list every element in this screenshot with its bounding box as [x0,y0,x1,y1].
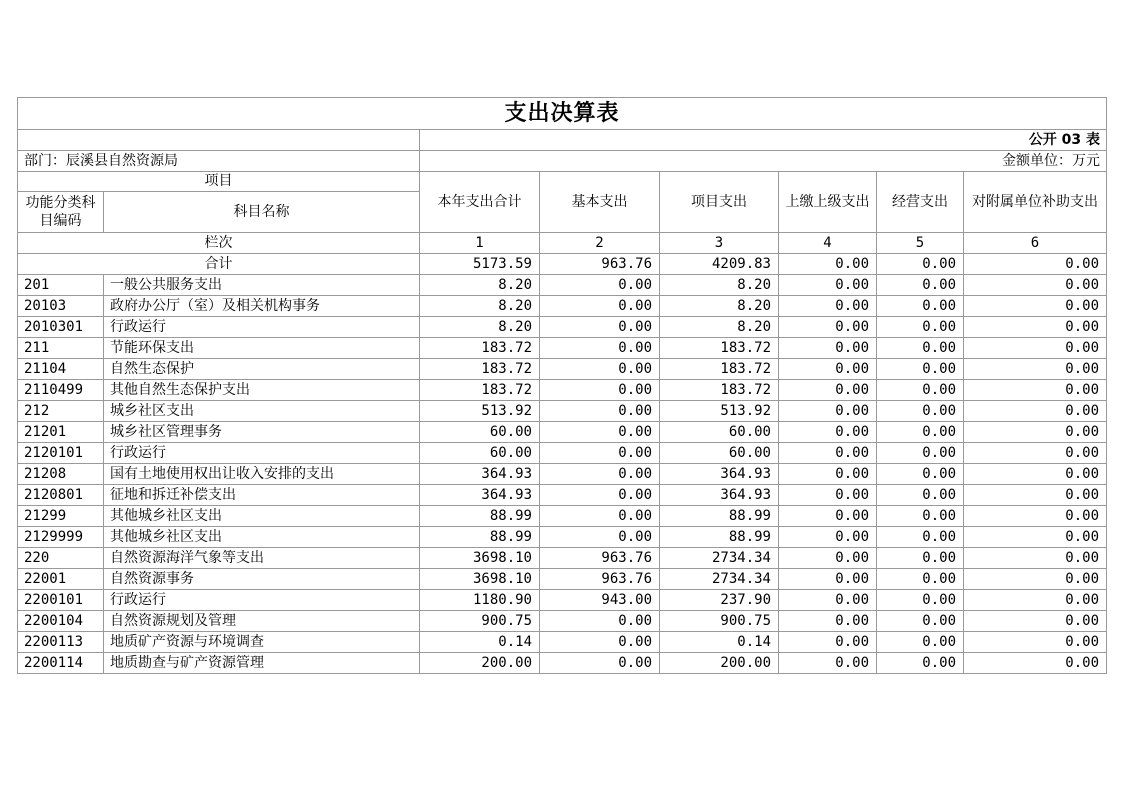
department-label: 部门：辰溪县自然资源局 [18,151,420,172]
header-subsidy: 对附属单位补助支出 [964,172,1107,233]
amount-cell: 3698.10 [420,569,540,590]
amount-cell: 1180.90 [420,590,540,611]
amount-cell: 963.76 [540,569,660,590]
amount-cell: 0.00 [540,296,660,317]
header-item: 项目 [18,172,420,192]
amount-cell: 0.00 [964,422,1107,443]
amount-cell: 0.00 [964,359,1107,380]
amount-cell: 2734.34 [660,548,779,569]
subject-name: 政府办公厅（室）及相关机构事务 [104,296,420,317]
amount-cell: 88.99 [660,527,779,548]
sum-value: 0.00 [877,254,964,275]
subject-code: 2110499 [18,380,104,401]
form-number: 公开 03 表 [420,130,1107,151]
subject-code: 2200104 [18,611,104,632]
amount-cell: 0.00 [540,443,660,464]
amount-cell: 0.00 [540,653,660,674]
table-row [18,506,1107,527]
amount-cell: 183.72 [420,359,540,380]
amount-cell: 963.76 [540,548,660,569]
subject-name: 行政运行 [104,590,420,611]
amount-cell: 0.14 [660,632,779,653]
amount-cell: 0.00 [779,338,877,359]
subject-code: 2120101 [18,443,104,464]
amount-cell: 237.90 [660,590,779,611]
subject-name: 其他城乡社区支出 [104,506,420,527]
amount-cell: 0.00 [540,611,660,632]
amount-cell: 0.00 [964,380,1107,401]
amount-cell: 0.00 [540,401,660,422]
report-title: 支出决算表 [18,98,1107,130]
table-row [18,632,1107,653]
amount-cell: 0.00 [964,485,1107,506]
amount-cell: 8.20 [420,317,540,338]
amount-cell: 0.00 [877,317,964,338]
amount-cell: 88.99 [420,527,540,548]
amount-cell: 0.00 [540,422,660,443]
amount-cell: 0.00 [964,527,1107,548]
table-row [18,275,1107,296]
amount-cell: 0.00 [964,653,1107,674]
amount-cell: 0.00 [964,443,1107,464]
amount-cell: 88.99 [660,506,779,527]
subject-code: 201 [18,275,104,296]
amount-cell: 0.00 [877,401,964,422]
amount-cell: 0.00 [779,569,877,590]
column-number: 2 [540,233,660,254]
amount-cell: 364.93 [420,485,540,506]
amount-cell: 0.00 [779,317,877,338]
sum-value: 0.00 [964,254,1107,275]
amount-cell: 0.00 [877,464,964,485]
amount-cell: 0.00 [779,359,877,380]
sum-value: 963.76 [540,254,660,275]
column-number: 3 [660,233,779,254]
subject-name: 自然资源海洋气象等支出 [104,548,420,569]
header-total: 本年支出合计 [420,172,540,233]
subject-code: 2200114 [18,653,104,674]
amount-cell: 0.14 [420,632,540,653]
amount-cell: 0.00 [540,359,660,380]
column-number-label: 栏次 [18,233,420,254]
header-project: 项目支出 [660,172,779,233]
header-business: 经营支出 [877,172,964,233]
amount-cell: 0.00 [540,338,660,359]
amount-cell: 513.92 [420,401,540,422]
amount-cell: 0.00 [964,464,1107,485]
amount-cell: 0.00 [779,548,877,569]
subject-code: 2129999 [18,527,104,548]
subject-code: 2200113 [18,632,104,653]
subject-name: 自然资源事务 [104,569,420,590]
subject-code: 21208 [18,464,104,485]
amount-cell: 3698.10 [420,548,540,569]
amount-cell: 0.00 [964,632,1107,653]
table-row [18,527,1107,548]
amount-cell: 8.20 [420,296,540,317]
sum-value: 4209.83 [660,254,779,275]
amount-cell: 0.00 [779,443,877,464]
amount-cell: 0.00 [540,464,660,485]
amount-cell: 60.00 [420,443,540,464]
subject-code: 21201 [18,422,104,443]
amount-cell: 0.00 [964,317,1107,338]
sum-value: 0.00 [779,254,877,275]
table-row [18,359,1107,380]
column-number: 5 [877,233,964,254]
table-row [18,611,1107,632]
sum-label: 合计 [18,254,420,275]
amount-cell: 0.00 [877,359,964,380]
table-row [18,569,1107,590]
amount-cell: 8.20 [420,275,540,296]
expenditure-report-sheet [17,97,1106,674]
amount-cell: 0.00 [779,611,877,632]
subject-code: 212 [18,401,104,422]
amount-cell: 0.00 [540,485,660,506]
amount-cell: 0.00 [877,548,964,569]
table-row [18,464,1107,485]
amount-cell: 0.00 [779,590,877,611]
subject-name: 地质矿产资源与环境调查 [104,632,420,653]
header-upper: 上缴上级支出 [779,172,877,233]
amount-cell: 0.00 [779,296,877,317]
amount-cell: 8.20 [660,275,779,296]
expenditure-table [17,97,1107,674]
table-row [18,380,1107,401]
amount-cell: 0.00 [877,275,964,296]
amount-cell: 200.00 [660,653,779,674]
amount-cell: 0.00 [779,464,877,485]
subject-name: 国有土地使用权出让收入安排的支出 [104,464,420,485]
amount-cell: 60.00 [660,422,779,443]
column-number: 1 [420,233,540,254]
sum-row [18,254,1107,275]
amount-cell: 60.00 [420,422,540,443]
table-row [18,548,1107,569]
subject-code: 2200101 [18,590,104,611]
header-subject-name: 科目名称 [104,192,420,233]
subject-name: 城乡社区支出 [104,401,420,422]
subject-code: 21299 [18,506,104,527]
amount-cell: 0.00 [877,422,964,443]
subject-name: 一般公共服务支出 [104,275,420,296]
amount-cell: 364.93 [660,464,779,485]
header-func-code: 功能分类科目编码 [18,192,104,233]
amount-cell: 0.00 [877,443,964,464]
amount-cell: 0.00 [540,506,660,527]
subject-name: 其他自然生态保护支出 [104,380,420,401]
amount-cell: 0.00 [877,590,964,611]
subject-code: 220 [18,548,104,569]
table-row [18,653,1107,674]
table-row [18,317,1107,338]
amount-cell: 183.72 [420,380,540,401]
amount-cell: 513.92 [660,401,779,422]
table-row [18,422,1107,443]
amount-cell: 0.00 [877,506,964,527]
amount-cell: 0.00 [779,275,877,296]
subject-name: 自然生态保护 [104,359,420,380]
amount-cell: 0.00 [964,275,1107,296]
subject-name: 行政运行 [104,443,420,464]
header-basic: 基本支出 [540,172,660,233]
amount-cell: 0.00 [779,485,877,506]
amount-cell: 0.00 [964,590,1107,611]
amount-cell: 0.00 [964,611,1107,632]
subject-code: 21104 [18,359,104,380]
subject-name: 地质勘查与矿产资源管理 [104,653,420,674]
amount-cell: 0.00 [964,401,1107,422]
subject-name: 自然资源规划及管理 [104,611,420,632]
amount-cell: 0.00 [779,653,877,674]
subject-code: 20103 [18,296,104,317]
amount-cell: 88.99 [420,506,540,527]
subject-name: 节能环保支出 [104,338,420,359]
amount-cell: 0.00 [779,506,877,527]
amount-cell: 0.00 [964,569,1107,590]
subject-code: 2010301 [18,317,104,338]
blank-cell [18,130,420,151]
amount-cell: 0.00 [779,632,877,653]
subject-code: 2120801 [18,485,104,506]
amount-cell: 200.00 [420,653,540,674]
amount-cell: 0.00 [877,485,964,506]
amount-cell: 60.00 [660,443,779,464]
amount-cell: 8.20 [660,317,779,338]
sum-value: 5173.59 [420,254,540,275]
subject-name: 行政运行 [104,317,420,338]
amount-cell: 364.93 [420,464,540,485]
amount-cell: 900.75 [420,611,540,632]
amount-cell: 0.00 [877,338,964,359]
amount-cell: 0.00 [540,632,660,653]
amount-cell: 0.00 [779,422,877,443]
amount-cell: 0.00 [540,275,660,296]
table-row [18,296,1107,317]
column-number: 4 [779,233,877,254]
amount-cell: 0.00 [779,401,877,422]
subject-name: 城乡社区管理事务 [104,422,420,443]
amount-cell: 2734.34 [660,569,779,590]
amount-cell: 0.00 [964,506,1107,527]
amount-cell: 943.00 [540,590,660,611]
amount-cell: 183.72 [660,380,779,401]
amount-cell: 183.72 [660,359,779,380]
table-row [18,485,1107,506]
amount-cell: 0.00 [877,569,964,590]
subject-name: 其他城乡社区支出 [104,527,420,548]
amount-cell: 0.00 [877,653,964,674]
amount-cell: 0.00 [540,527,660,548]
amount-cell: 8.20 [660,296,779,317]
table-row [18,401,1107,422]
amount-cell: 0.00 [964,296,1107,317]
amount-unit: 金额单位：万元 [420,151,1107,172]
amount-cell: 0.00 [877,632,964,653]
amount-cell: 0.00 [877,527,964,548]
amount-cell: 183.72 [660,338,779,359]
amount-cell: 0.00 [779,527,877,548]
column-number: 6 [964,233,1107,254]
table-row [18,338,1107,359]
amount-cell: 0.00 [779,380,877,401]
amount-cell: 0.00 [540,380,660,401]
amount-cell: 183.72 [420,338,540,359]
amount-cell: 0.00 [964,338,1107,359]
table-row [18,590,1107,611]
table-row [18,443,1107,464]
subject-code: 211 [18,338,104,359]
amount-cell: 0.00 [877,380,964,401]
subject-code: 22001 [18,569,104,590]
amount-cell: 0.00 [964,548,1107,569]
amount-cell: 0.00 [540,317,660,338]
amount-cell: 364.93 [660,485,779,506]
amount-cell: 900.75 [660,611,779,632]
amount-cell: 0.00 [877,611,964,632]
amount-cell: 0.00 [877,296,964,317]
subject-name: 征地和拆迁补偿支出 [104,485,420,506]
